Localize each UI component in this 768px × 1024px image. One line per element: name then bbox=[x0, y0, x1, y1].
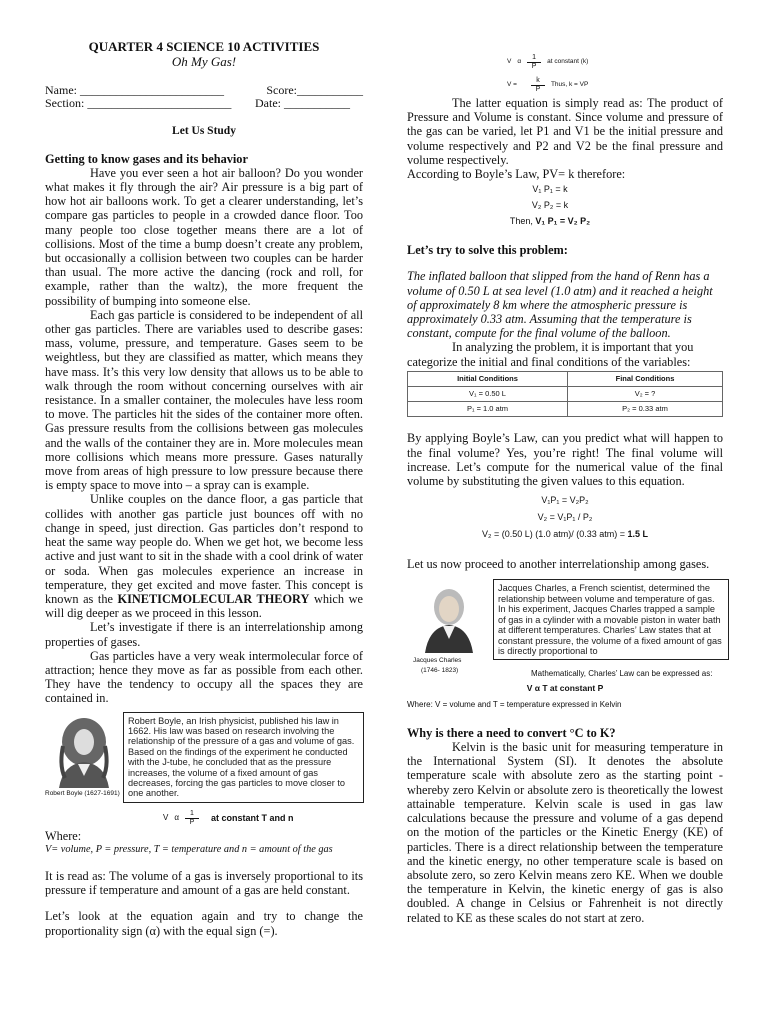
table-cell: V₂ = ? bbox=[568, 387, 723, 402]
solve-heading: Let’s try to solve this problem: bbox=[407, 243, 568, 258]
paragraph-2: Each gas particle is considered to be independent of all other gas particles. There are variables used to describe gases: mass, volume, pressure, and temperature. Gases seem to be weightless, but they are classified as matter, which means they have mass. It’s this very low density that allows us to be able to walk through the room without concerning ourselves with air resistance. In a smaller container, the molecules have less room to move. The particles hit the sides of the container more often. Gas pressure results from the collisions between gas molecules and the walls of the container they are in. More molecules mean more collisions which means more pressure. Gases naturally move from areas of high pressure to low pressure because there is empty space to move into – a spray can is example. bbox=[45, 307, 363, 493]
table-header-row bbox=[408, 371, 723, 386]
proportional-equation: V α $\frac{1}{P}$ at constant (k) bbox=[507, 54, 589, 70]
boyle-caption: Robert Boyle (1627-1691) bbox=[45, 789, 120, 797]
boyle-portrait bbox=[51, 716, 117, 788]
paragraph-6: It is read as: The volume of a gas is inversely proportional to its pressure if temperature and amount of a gas are held constant. bbox=[45, 868, 363, 898]
charles-figure bbox=[407, 579, 723, 679]
charles-equation: V α T at constant P bbox=[526, 683, 604, 694]
paragraph-3: Unlike couples on the dance floor, a gas particle that collides with another gas particle just bounces off with no change in speed, just direction. Gas particles don’t respond to heat the same way people do. When we get hot, we become less active and just want to sit in the shade with a cool drink of water or soda. When gas molecules experience an increase in temperature, they get excited and move faster. This concept is known as the KINETICMOLECULAR THEORY which we will dig deeper as we proceed in this lesson. bbox=[45, 492, 363, 621]
table-cell: P₂ = 0.33 atm bbox=[568, 402, 723, 417]
right-paragraph-2: According to Boyle’s Law, PV= k therefore: bbox=[407, 167, 626, 182]
calc-step-2: V₂ = V₁P₁ / P₂ bbox=[537, 512, 593, 523]
boyle-fraction: $\frac{1}{P}$ bbox=[185, 810, 199, 827]
calc-step-3: V₂ = (0.50 L) (1.0 atm)/ (0.33 atm) = 1.5 L bbox=[481, 529, 649, 540]
paragraph-7: Let’s look at the equation again and try to change the proportionality sign (α) with the equal sign (=). bbox=[45, 909, 363, 938]
right-paragraph-1: The latter equation is simply read as: The product of Pressure and Volume is constant. Since volume and pressure of the gas can be varied, let P1 and V1 be the initial pressure and volume respectively and P2 and V2 be the final pressure and volume respectively. bbox=[407, 96, 723, 167]
calc-step-1: V₁P₁ = V₂P₂ bbox=[541, 495, 589, 506]
page-subtitle: Oh My Gas! bbox=[171, 54, 237, 70]
why-heading: Why is there a need to convert °C to K? bbox=[407, 725, 616, 740]
table-header: Initial Conditions bbox=[408, 371, 568, 386]
analyzing-paragraph: In analyzing the problem, it is important that you categorize the initial and final conditions of the variables: bbox=[407, 340, 694, 369]
table-cell: P₁ = 1.0 atm bbox=[408, 402, 568, 417]
date-field[interactable]: Date: ___________ bbox=[255, 96, 350, 111]
right-column bbox=[407, 0, 723, 925]
boyle-figure bbox=[45, 712, 363, 808]
left-column bbox=[45, 0, 363, 938]
v1p1-equation: V₁ P₁ = k bbox=[532, 184, 568, 195]
section-heading: Getting to know gases and its behavior bbox=[45, 151, 248, 166]
where-label: Where: bbox=[45, 828, 82, 843]
section-date-row bbox=[45, 97, 363, 110]
constant-equation: V = $\frac{k}{P}$ Thus, k = VP bbox=[507, 77, 589, 93]
table-cell: V₁ = 0.50 L bbox=[408, 387, 568, 402]
proportional-fraction: $\frac{1}{P}$ bbox=[527, 54, 541, 71]
applying-paragraph: By applying Boyle’s Law, can you predict what will happen to the final volume? Yes, you’re right! The final volume will increase. Let’s compute for the numerical value of the final volume by substituting the given values to this equation. bbox=[407, 431, 723, 489]
paragraph-5: Gas particles have a very weak intermolecular force of attraction; hence they move as far as possible from each other. They have the tendency to occupy all the spaces they are contained in. bbox=[45, 648, 363, 706]
where-definition: V= volume, P = pressure, T = temperature and n = amount of the gas bbox=[45, 843, 333, 855]
conditions-table bbox=[407, 371, 723, 418]
boyle-equation: V α $\frac{1}{P}$ at constant T and n bbox=[163, 809, 294, 826]
table-header: Final Conditions bbox=[568, 371, 723, 386]
constant-fraction: $\frac{k}{P}$ bbox=[531, 77, 545, 94]
section-field[interactable]: Section: ________________________ bbox=[45, 96, 232, 111]
let-us-study-heading: Let Us Study bbox=[172, 125, 236, 138]
kmt-term: KINETICMOLECULAR THEORY bbox=[117, 591, 310, 606]
charles-info-box: Jacques Charles, a French scientist, determined the relationship between volume and temperature of gas. In his experiment, Jacques Charles trapped a sample of gas in a cylinder with a movable piston in water bath at different temperatures. Charles’ Law states that at constant pressure, the volume of a fixed amount of gas is directly proportional to bbox=[493, 579, 729, 660]
v2p2-equation: V₂ P₂ = k bbox=[531, 200, 569, 211]
name-field[interactable]: Name: ________________________ bbox=[45, 83, 224, 98]
charles-portrait bbox=[421, 581, 477, 653]
boyle-info-box: Robert Boyle, an Irish physicist, published his law in 1662. His law was based on research involving the relationship of the pressure of a gas and volume of gas. Based on the findings of the experiment he conducted with the J-tube, he concluded that as the pressure increases, the volume of a fixed amount of gas decreases, forcing the gas particles to move closer to one another. bbox=[123, 712, 364, 803]
proceed-paragraph: Let us now proceed to another interrelationship among gases. bbox=[407, 557, 710, 572]
paragraph-1: Have you ever seen a hot air balloon? Do you wonder what makes it fly through the air? Air pressure is a big part of how hot air balloons work. To get a clearer understanding, let’s compare gas particles to people in a crowded dance floor. Too many people too close together means there are a lot of collisions. Most of the time a bump doesn’t create any problem, but occasionally a collision between two couples can be harder than usual. The more active the dancing (rock and roll, for example, rather than the waltz), the more frequent the possibility of bumping into someone else. bbox=[45, 165, 363, 308]
problem-statement: The inflated balloon that slipped from the hand of Renn has a volume of 0.50 L at sea level (1.0 atm) and it reached a height of approximately 8 km where the atmospheric pressure is approximately 0.33 atm. Assuming that the temperature is constant, compute for the final volume of the balloon. bbox=[407, 269, 713, 341]
table-row bbox=[408, 387, 723, 402]
paragraph-4: Let’s investigate if there is an interrelationship among properties of gases. bbox=[45, 620, 363, 649]
charles-caption-name: Jacques Charles bbox=[413, 657, 462, 665]
charles-where: Where: V = volume and T = temperature expressed in Kelvin bbox=[407, 699, 622, 709]
page-title: QUARTER 4 SCIENCE 10 ACTIVITIES bbox=[88, 39, 320, 54]
charles-math-expression: Mathematically, Charles’ Law can be expressed as: bbox=[531, 669, 713, 679]
score-field[interactable]: Score:___________ bbox=[266, 83, 363, 98]
kelvin-paragraph: Kelvin is the basic unit for measuring temperature in the International System (SI). It denotes the absolute temperature scale with absolute zero as the starting point - whereby zero Kelvin or absolute zero is theoretically the lowest attainable temperature. Kelvin scale is used in gas law calculations because the pressure and volume of a gas depend on the motion of the particles or the Kinetic Energy (KE) of particles. There is a direct relationship between the temperature and the kinetic energy, no other temperature scale is based on absolute zero, so zero Kelvin means zero KE. When we double the temperature in Kelvin, the kinetic energy of gas is also doubled. A change in Celsius or Fahrenheit is not directly related to KE as these scales do not start at zero. bbox=[407, 740, 723, 925]
charles-caption-years: (1746- 1823) bbox=[421, 667, 459, 675]
boyle-law-equation: Then, V₁ P₁ = V₂ P₂ bbox=[509, 216, 591, 227]
table-row bbox=[408, 402, 723, 417]
